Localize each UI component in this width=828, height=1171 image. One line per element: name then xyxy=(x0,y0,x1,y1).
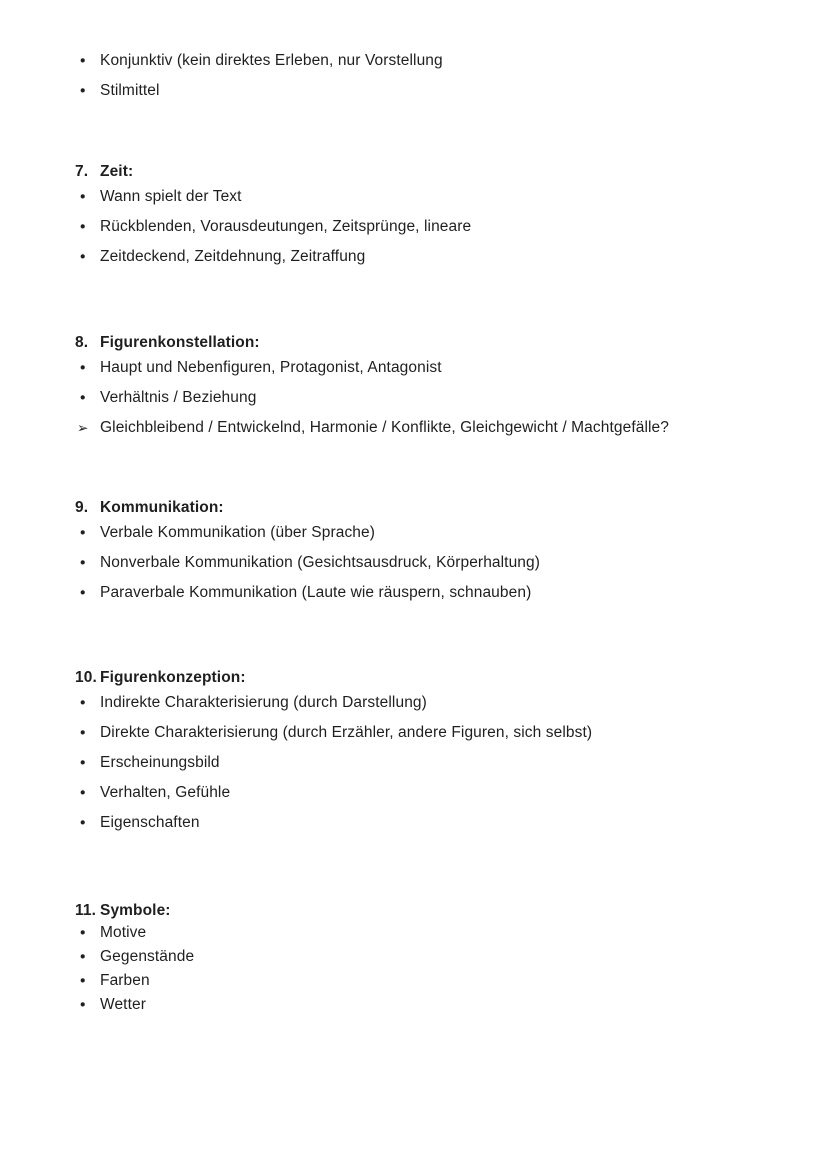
bullet-icon: • xyxy=(80,52,86,70)
bullet-icon: • xyxy=(80,724,86,742)
list-item xyxy=(0,993,828,1017)
list-item-text: Rückblenden, Vorausdeutungen, Zeitsprünge, lineare xyxy=(100,218,472,235)
bullet-icon: • xyxy=(80,694,86,712)
list-item-text: Verhalten, Gefühle xyxy=(100,784,231,801)
section-number: 11. xyxy=(75,902,96,919)
bullet-list-kommunikation xyxy=(0,518,828,608)
section-number: 8. xyxy=(75,334,89,351)
section-number: 10. xyxy=(75,669,97,686)
list-item-text: Direkte Charakterisierung (durch Erzähler, andere Figuren, sich selbst) xyxy=(100,724,593,741)
bullet-icon: • xyxy=(80,784,86,802)
list-item xyxy=(0,353,828,383)
section-heading-figurenkonstellation xyxy=(0,333,828,353)
list-item xyxy=(0,182,828,212)
list-item xyxy=(0,212,828,242)
section-title: Symbole: xyxy=(100,902,171,919)
list-item xyxy=(0,548,828,578)
section-number: 7. xyxy=(75,163,89,180)
intro-bullet-list xyxy=(0,46,828,106)
section-heading-figurenkonzeption xyxy=(0,668,828,688)
list-item xyxy=(0,718,828,748)
list-item-text: Indirekte Charakterisierung (durch Darstellung) xyxy=(100,694,427,711)
list-item xyxy=(0,808,828,838)
bullet-icon: • xyxy=(80,218,86,236)
bullet-list-figurenkonstellation xyxy=(0,353,828,443)
bullet-icon: • xyxy=(80,754,86,772)
section-heading-symbole xyxy=(0,901,828,921)
section-title: Zeit: xyxy=(100,163,134,180)
list-item-text: Farben xyxy=(100,972,150,989)
list-item-text: Nonverbale Kommunikation (Gesichtsausdruck, Körperhaltung) xyxy=(100,554,541,571)
bullet-icon: • xyxy=(80,554,86,572)
list-item-text: Zeitdeckend, Zeitdehnung, Zeitraffung xyxy=(100,248,366,265)
list-item xyxy=(0,748,828,778)
bullet-icon: • xyxy=(80,972,86,990)
section-title: Figurenkonzeption: xyxy=(100,669,246,686)
list-item xyxy=(0,688,828,718)
bullet-icon: • xyxy=(80,359,86,377)
list-item xyxy=(0,413,828,443)
bullet-icon: • xyxy=(80,82,86,100)
list-item-text: Haupt und Nebenfiguren, Protagonist, Antagonist xyxy=(100,359,442,376)
bullet-icon: • xyxy=(80,188,86,206)
bullet-icon: • xyxy=(80,996,86,1014)
list-item-text: Verhältnis / Beziehung xyxy=(100,389,257,406)
section-title: Kommunikation: xyxy=(100,499,224,516)
list-item xyxy=(0,945,828,969)
list-item-text: Paraverbale Kommunikation (Laute wie räuspern, schnauben) xyxy=(100,584,532,601)
bullet-icon: • xyxy=(80,948,86,966)
list-item-text: Eigenschaften xyxy=(100,814,200,831)
list-item xyxy=(0,46,828,76)
list-item-text: Konjunktiv (kein direktes Erleben, nur Vorstellung xyxy=(100,52,443,69)
list-item xyxy=(0,778,828,808)
list-item xyxy=(0,518,828,548)
bullet-icon: • xyxy=(80,584,86,602)
list-item-text: Motive xyxy=(100,924,147,941)
bullet-list-zeit xyxy=(0,182,828,272)
list-item xyxy=(0,242,828,272)
list-item-text: Wann spielt der Text xyxy=(100,188,242,205)
list-item-text: Gegenstände xyxy=(100,948,195,965)
list-item xyxy=(0,76,828,106)
list-item xyxy=(0,578,828,608)
list-item-text: Gleichbleibend / Entwickelnd, Harmonie / Konflikte, Gleichgewicht / Machtgefälle? xyxy=(100,419,669,436)
bullet-icon: • xyxy=(80,924,86,942)
section-heading-kommunikation xyxy=(0,498,828,518)
section-heading-zeit xyxy=(0,162,828,182)
bullet-list-symbole xyxy=(0,921,828,1017)
list-item xyxy=(0,383,828,413)
section-number: 9. xyxy=(75,499,89,516)
section-title: Figurenkonstellation: xyxy=(100,334,260,351)
list-item-text: Erscheinungsbild xyxy=(100,754,220,771)
list-item xyxy=(0,969,828,993)
arrow-bullet-icon: ➢ xyxy=(77,420,89,436)
list-item-text: Wetter xyxy=(100,996,146,1013)
bullet-list-figurenkonzeption xyxy=(0,688,828,838)
list-item-text: Verbale Kommunikation (über Sprache) xyxy=(100,524,375,541)
bullet-icon: • xyxy=(80,389,86,407)
list-item xyxy=(0,921,828,945)
bullet-icon: • xyxy=(80,524,86,542)
bullet-icon: • xyxy=(80,248,86,266)
bullet-icon: • xyxy=(80,814,86,832)
list-item-text: Stilmittel xyxy=(100,82,160,99)
